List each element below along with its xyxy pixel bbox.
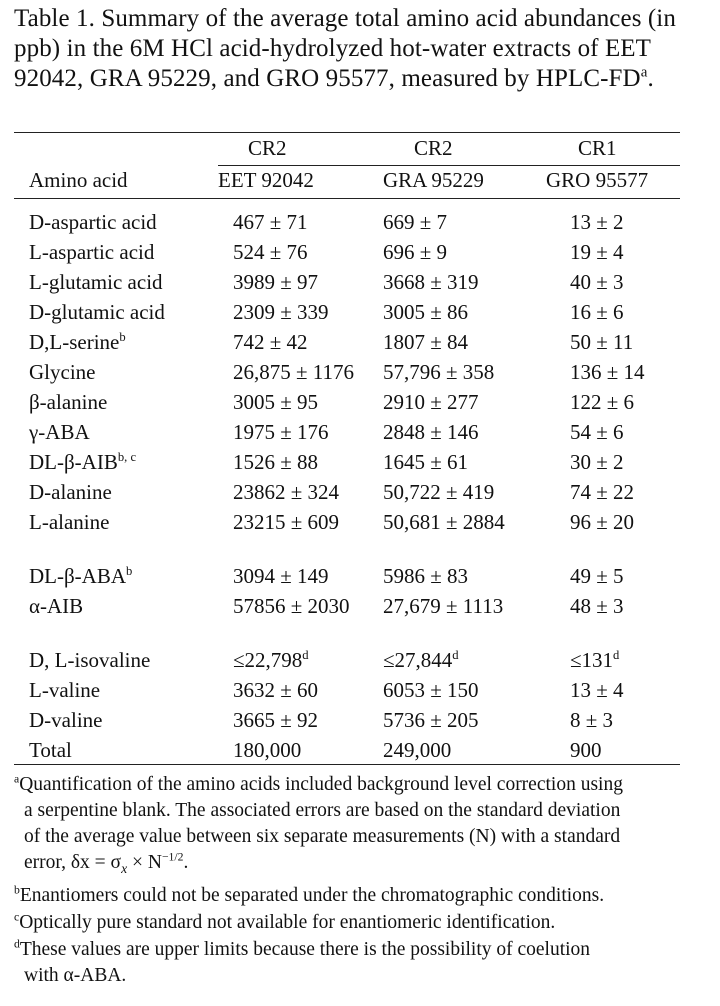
row-name xyxy=(29,330,126,354)
footnote-c-mark: c xyxy=(14,910,20,924)
row-value-col2-text: 6053 ± 150 xyxy=(383,678,479,702)
row-value-col3 xyxy=(570,360,645,384)
row-value-col2 xyxy=(383,360,494,384)
row-name-footnote: b xyxy=(119,330,126,344)
row-value-col2-text: 1645 ± 61 xyxy=(383,450,469,474)
caption-end: . xyxy=(647,65,654,92)
row-value-col1 xyxy=(233,678,318,702)
row-value-col3 xyxy=(570,300,624,324)
footnote-c-text: Optically pure standard not available for enantiomeric identification. xyxy=(19,911,556,933)
row-value-col3-text: 48 ± 3 xyxy=(570,594,624,618)
row-value-col1-text: 742 ± 42 xyxy=(233,330,308,354)
row-name xyxy=(29,300,165,324)
row-value-col3 xyxy=(570,648,619,672)
row-name-text: D, L-isovaline xyxy=(29,648,151,672)
row-name xyxy=(29,450,136,474)
row-value-col2-text: ≤27,844 xyxy=(383,648,453,672)
row-value-col3 xyxy=(570,480,634,504)
row-value-col3-text: 13 ± 4 xyxy=(570,678,624,702)
row-name-text: DL-β-AIB xyxy=(29,450,118,474)
header-bottom-rule xyxy=(14,198,680,199)
row-value-col1 xyxy=(233,510,339,534)
value-footnote: d xyxy=(613,648,620,662)
row-name xyxy=(29,708,102,732)
row-value-col1 xyxy=(233,300,329,324)
row-name-text: L-aspartic acid xyxy=(29,240,155,264)
row-value-col3-text: 900 xyxy=(570,738,602,762)
row-value-col1-text: 3005 ± 95 xyxy=(233,390,319,414)
row-value-col3-text: ≤131 xyxy=(570,648,614,672)
footnote-c xyxy=(14,910,694,936)
footnote-a-line2: a serpentine blank. The associated errors are based on the standard deviation xyxy=(24,800,621,821)
header-sample-col1: EET 92042 xyxy=(218,168,314,192)
header-amino-acid: Amino acid xyxy=(29,168,128,192)
row-name-text: β-alanine xyxy=(29,390,108,414)
row-value-col1 xyxy=(233,708,318,732)
table-caption xyxy=(14,4,704,94)
row-value-col2 xyxy=(383,480,494,504)
row-value-col2-text: 27,679 ± 1113 xyxy=(383,594,504,618)
row-value-col2 xyxy=(383,240,447,264)
row-value-col3-text: 49 ± 5 xyxy=(570,564,624,588)
row-value-col1-text: 1975 ± 176 xyxy=(233,420,329,444)
row-value-col2 xyxy=(383,594,533,618)
table-top-rule xyxy=(14,132,680,133)
row-value-col3 xyxy=(570,564,624,588)
footnote-a-line4-pre: error, δx = σ xyxy=(24,852,122,873)
row-value-col3-text: 122 ± 6 xyxy=(570,390,635,414)
row-value-col3 xyxy=(570,594,624,618)
row-name xyxy=(29,648,150,672)
row-value-col1-text: 23215 ± 609 xyxy=(233,510,340,534)
row-value-col2-text: 50,681 ± 2884 xyxy=(383,510,505,534)
caption-text: Table 1. Summary of the average total amino acid abundances (in ppb) in the 6M HCl acid-hydrolyzed hot-water extracts of EET 92042, GRA 95229, and GRO 95577, measured by HPLC-FD xyxy=(14,5,676,92)
row-name-text: L-alanine xyxy=(29,510,110,534)
row-value-col1-text: 3632 ± 60 xyxy=(233,678,319,702)
row-value-col3 xyxy=(570,510,634,534)
row-name xyxy=(29,564,132,588)
row-value-col1 xyxy=(233,450,318,474)
footnote-d-mark: d xyxy=(14,937,20,951)
row-value-col1 xyxy=(233,594,350,618)
row-name-footnote: b, c xyxy=(117,450,137,464)
row-value-col3-text: 50 ± 11 xyxy=(570,330,634,354)
row-name xyxy=(29,390,107,414)
row-name xyxy=(29,678,100,702)
row-name xyxy=(29,360,95,384)
footnote-a-line4-end: . xyxy=(183,852,189,873)
row-value-col2-text: 669 ± 7 xyxy=(383,210,448,234)
header-sub-rule xyxy=(218,165,680,166)
row-value-col2 xyxy=(383,300,468,324)
row-value-col2 xyxy=(383,564,468,588)
row-value-col2-text: 1807 ± 84 xyxy=(383,330,469,354)
row-value-col2-text: 696 ± 9 xyxy=(383,240,448,264)
row-value-col2-text: 50,722 ± 419 xyxy=(383,480,495,504)
row-value-col1-text: 467 ± 71 xyxy=(233,210,308,234)
row-name-text: D-alanine xyxy=(29,480,112,504)
row-name-text: D-aspartic acid xyxy=(29,210,157,234)
footnote-d xyxy=(14,937,694,989)
row-value-col1-text: 3665 ± 92 xyxy=(233,708,319,732)
footnote-a-line1: Quantification of the amino acids included background level correction using xyxy=(19,774,623,795)
row-value-col1-text: 180,000 xyxy=(233,738,302,762)
footnote-a-line4-sub: x xyxy=(121,860,128,876)
row-value-col2-text: 5986 ± 83 xyxy=(383,564,469,588)
row-value-col2 xyxy=(383,678,479,702)
footnote-a-line4-mid: × N xyxy=(127,852,162,873)
row-value-col3 xyxy=(570,738,602,762)
footnote-b-mark: b xyxy=(14,883,20,897)
row-value-col2 xyxy=(383,390,479,414)
header-group-col3: CR1 xyxy=(578,136,617,160)
row-value-col1 xyxy=(233,270,318,294)
row-value-col1 xyxy=(233,210,308,234)
value-footnote: d xyxy=(452,648,459,662)
footnote-d-line1: These values are upper limits because there is the possibility of coelution xyxy=(19,938,591,960)
row-value-col1-text: 1526 ± 88 xyxy=(233,450,319,474)
row-value-col1-text: 57856 ± 2030 xyxy=(233,594,350,618)
row-value-col1-text: 3989 ± 97 xyxy=(233,270,319,294)
row-name xyxy=(29,480,112,504)
row-value-col3-text: 40 ± 3 xyxy=(570,270,624,294)
footnote-a-line3: of the average value between six separate measurements (N) with a standard xyxy=(24,826,621,847)
row-value-col3 xyxy=(570,450,624,474)
footnote-a-line4 xyxy=(14,850,189,876)
row-value-col3-text: 8 ± 3 xyxy=(570,708,614,732)
row-value-col2 xyxy=(383,450,468,474)
footnote-a-mark: a xyxy=(14,772,20,786)
row-value-col3 xyxy=(570,678,624,702)
row-value-col3 xyxy=(570,420,624,444)
row-name xyxy=(29,510,109,534)
row-value-col1 xyxy=(233,330,308,354)
row-value-col1-text: ≤22,798 xyxy=(233,648,303,672)
row-value-col1 xyxy=(233,648,309,672)
table-bottom-rule xyxy=(14,764,680,765)
row-value-col1 xyxy=(233,390,318,414)
row-value-col3-text: 19 ± 4 xyxy=(570,240,624,264)
row-value-col3 xyxy=(570,330,633,354)
row-value-col3-text: 74 ± 22 xyxy=(570,480,635,504)
row-name-text: α-AIB xyxy=(29,594,84,618)
row-value-col3 xyxy=(570,240,624,264)
row-value-col1-text: 3094 ± 149 xyxy=(233,564,329,588)
row-value-col1-text: 26,875 ± 1176 xyxy=(233,360,354,384)
row-value-col2 xyxy=(383,330,468,354)
row-name-text: L-valine xyxy=(29,678,101,702)
row-value-col2 xyxy=(383,708,479,732)
header-group-col1: CR2 xyxy=(248,136,287,160)
row-value-col2-text: 3005 ± 86 xyxy=(383,300,469,324)
row-value-col2 xyxy=(383,270,479,294)
row-value-col2-text: 3668 ± 319 xyxy=(383,270,479,294)
row-value-col2-text: 2910 ± 277 xyxy=(383,390,479,414)
row-value-col2 xyxy=(383,420,479,444)
row-value-col2-text: 2848 ± 146 xyxy=(383,420,479,444)
footnote-d-line2: with α-ABA. xyxy=(24,964,127,986)
footnote-b xyxy=(14,883,694,909)
row-name xyxy=(29,738,72,762)
row-value-col1 xyxy=(233,480,339,504)
row-name-text: L-glutamic acid xyxy=(29,270,163,294)
footnote-a-line4-sup: −1/2 xyxy=(161,850,184,864)
caption-footnote-mark: a xyxy=(640,64,648,81)
header-group-col2: CR2 xyxy=(414,136,453,160)
row-name xyxy=(29,420,90,444)
row-value-col3 xyxy=(570,390,634,414)
header-sample-col2: GRA 95229 xyxy=(383,168,484,192)
row-name xyxy=(29,210,157,234)
row-value-col1-text: 524 ± 76 xyxy=(233,240,308,264)
row-value-col3-text: 136 ± 14 xyxy=(570,360,645,384)
row-value-col3 xyxy=(570,708,613,732)
row-value-col2 xyxy=(383,738,451,762)
row-name-text: Total xyxy=(29,738,72,762)
row-value-col1 xyxy=(233,420,329,444)
row-value-col1 xyxy=(233,564,329,588)
row-name-footnote: b xyxy=(126,564,133,578)
row-name-text: DL-β-ABA xyxy=(29,564,127,588)
row-value-col2-text: 5736 ± 205 xyxy=(383,708,479,732)
footnote-a xyxy=(14,772,694,882)
row-value-col3-text: 96 ± 20 xyxy=(570,510,635,534)
row-value-col2 xyxy=(383,648,459,672)
row-value-col1-text: 23862 ± 324 xyxy=(233,480,340,504)
row-name-text: D-valine xyxy=(29,708,103,732)
row-value-col2 xyxy=(383,210,447,234)
row-value-col1-text: 2309 ± 339 xyxy=(233,300,329,324)
row-value-col3 xyxy=(570,210,624,234)
row-value-col3-text: 16 ± 6 xyxy=(570,300,624,324)
row-value-col1 xyxy=(233,240,308,264)
footnotes xyxy=(14,772,694,990)
row-name-text: D,L-serine xyxy=(29,330,120,354)
row-value-col3-text: 13 ± 2 xyxy=(570,210,624,234)
footnote-b-text: Enantiomers could not be separated under the chromatographic conditions. xyxy=(19,884,605,906)
row-name-text: Glycine xyxy=(29,360,96,384)
row-name-text: γ-ABA xyxy=(29,420,90,444)
row-value-col2 xyxy=(383,510,533,534)
row-value-col1 xyxy=(233,360,354,384)
row-value-col3 xyxy=(570,270,624,294)
row-name xyxy=(29,270,163,294)
row-value-col3-text: 54 ± 6 xyxy=(570,420,624,444)
row-value-col2-text: 249,000 xyxy=(383,738,452,762)
row-value-col2-text: 57,796 ± 358 xyxy=(383,360,495,384)
row-name xyxy=(29,594,83,618)
row-value-col3-text: 30 ± 2 xyxy=(570,450,624,474)
row-value-col1 xyxy=(233,738,301,762)
header-sample-col3: GRO 95577 xyxy=(546,168,649,192)
row-name-text: D-glutamic acid xyxy=(29,300,165,324)
value-footnote: d xyxy=(302,648,309,662)
row-name xyxy=(29,240,154,264)
